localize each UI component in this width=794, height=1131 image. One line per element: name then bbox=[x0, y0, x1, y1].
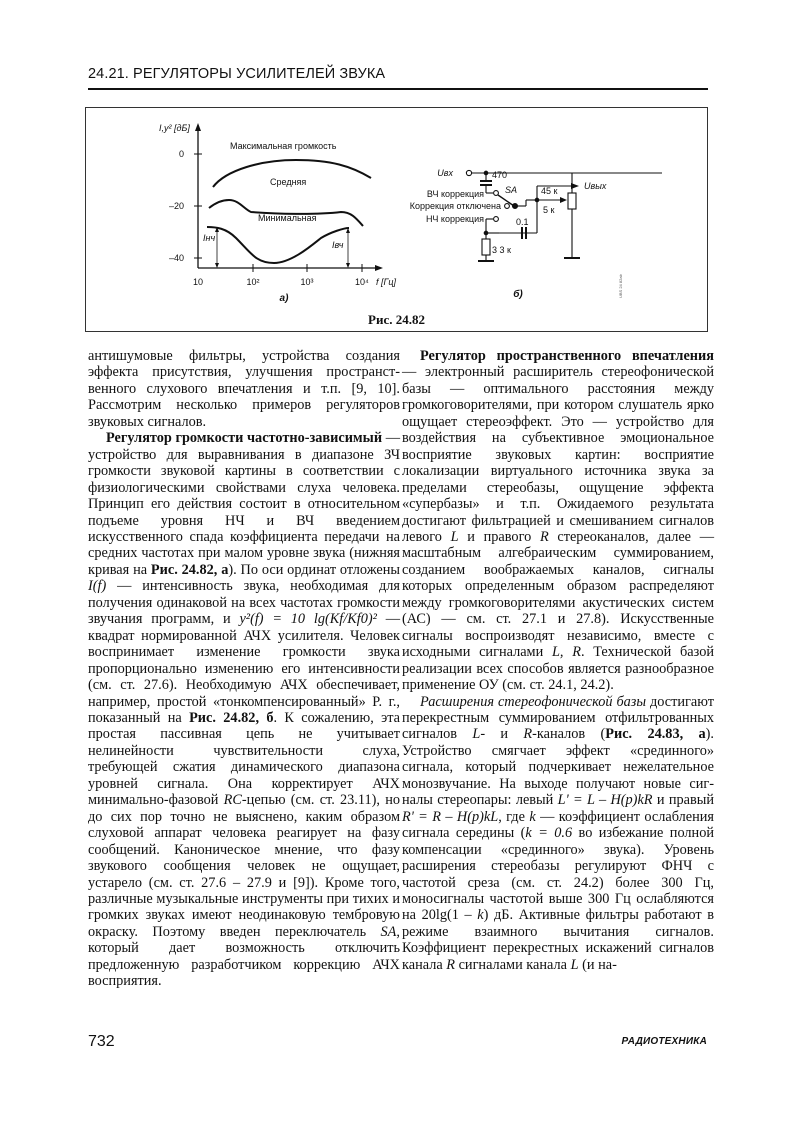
symbol: SA bbox=[380, 923, 397, 940]
x-axis-label: f [Гц] bbox=[376, 277, 397, 287]
figure-ref: Рис. 24.83, а bbox=[605, 726, 706, 743]
term-spatial-control: Регулятор пространственного впечатления bbox=[420, 348, 714, 364]
y-tick-minus20: –20 bbox=[168, 201, 184, 211]
capacitor-01-label: 0.1 bbox=[516, 217, 529, 227]
y-tick-0: 0 bbox=[178, 149, 184, 159]
right-column bbox=[402, 348, 714, 973]
text-span: -каналов ( bbox=[532, 726, 606, 743]
paragraph-loudness-control bbox=[88, 430, 400, 989]
text-span: достигают перекрестным суммированием отфильтрованных сигналов bbox=[402, 693, 714, 743]
symbol: L, R bbox=[551, 644, 581, 661]
resistor-5k-label: 5 к bbox=[543, 205, 555, 215]
text-span: ). Устройство смягчает эффект «срединного» сигнала, который подчеркивает нежелательное монозвучание. На выходе получают новые сигналы стереопары: левый bbox=[402, 726, 715, 809]
text-span: (и на- bbox=[578, 956, 617, 973]
text-span: . К сожалению, эта простая пассивная цепь не учитывает нелинейности чувствительности слуха, требующей сжатия динамического диапазона уровней сигнала. Она корректирует АЧХ минимально-фазовой bbox=[88, 709, 400, 809]
text-span: — интенсивность звука, необходимая для получения одинаковой на всех частотах громкости звучания программ, и bbox=[88, 578, 400, 628]
symbol: I(f) bbox=[88, 578, 107, 595]
symbol: RC bbox=[223, 792, 242, 809]
symbol: k bbox=[529, 808, 536, 825]
capacitor-470-label: 470 bbox=[492, 170, 508, 180]
frequency-response-chart bbox=[159, 123, 397, 304]
page-number: 732 bbox=[88, 1033, 115, 1050]
panel-b-label: б) bbox=[513, 289, 523, 300]
paragraph-intro: антишумовые фильтры, устройства создания эффекта присутствия, улучшения пространственного слухового впечатления и т.п. [9, 10]. Рассмотрим несколько примеров регуляторов звуковых сигналов. bbox=[88, 348, 400, 430]
figure-caption: Рис. 24.82 bbox=[368, 312, 425, 327]
paragraph-spatial-control bbox=[402, 348, 714, 694]
text-span: — квадрат нормированной АЧХ усилителя. Человек воспринимает изменение громкости звука пропорционально изменению его интенсивности (см. ст. 27.6). Необходимую АЧХ обеспечивает, например, простой «тонкомпенсированный» Р. г., показанный на bbox=[88, 611, 400, 726]
symbol: R bbox=[523, 726, 533, 743]
x-tick-100: 10² bbox=[246, 277, 260, 287]
formula: k = 0.6 bbox=[525, 825, 573, 842]
curve-label-min: Минимальная bbox=[258, 213, 317, 223]
text-span: ). По оси ординат отложены bbox=[228, 561, 400, 578]
curve-label-max: Максимальная громкость bbox=[230, 141, 337, 151]
left-column bbox=[88, 348, 400, 990]
curve-label-mid: Средняя bbox=[270, 177, 307, 187]
figure-24-82 bbox=[85, 107, 708, 332]
text-span: — коэффициент ослабления сигнала середины ( bbox=[402, 808, 714, 842]
circuit-labels bbox=[410, 168, 623, 300]
text-span: стереоканалов, далее — масштабным алгебраическим суммированием, созданием воображаемых каналов, сигналы которых определенным образом распределяют между громкоговорителями акустических систем (АС) — см. ст. 27.1 и 27.8). Искусственные сигналы воспроизводят независимо, вместе с исходными сигналами bbox=[402, 528, 715, 661]
input-label: Uвх bbox=[437, 168, 453, 178]
y-axis-label: I,y² [дБ] bbox=[159, 123, 190, 133]
symbol: R bbox=[539, 528, 549, 545]
symbol: L bbox=[570, 956, 579, 973]
text-span: . Технической базой реализации всех способов является разнообразное применение ОУ (см. ст. 24.1, 24.2). bbox=[402, 644, 714, 694]
symbol: L bbox=[472, 726, 481, 743]
text-span: — устройство для выравнивания в диапазоне ЗЧ громкости звуковой картины в соответствии с физиологическими свойствами слуха человека. Принцип его действия состоит в относительном подъеме уровня НЧ и ВЧ введением искусственного спада коэффициента передачи на средних частотах при малом уровне звука (нижняя кривая на bbox=[88, 430, 401, 578]
text-span: , который дает возможность отключить предложенную разработчиком коррекцию АЧХ восприятия. bbox=[88, 923, 400, 990]
text-span: , где bbox=[498, 808, 530, 825]
position-off: Коррекция отключена bbox=[409, 201, 501, 211]
formula: L' = L – H(p)kR bbox=[557, 792, 653, 809]
paragraph-stereo-base bbox=[402, 694, 714, 974]
y-tick-minus40: –40 bbox=[168, 253, 184, 263]
position-hf: ВЧ коррекция bbox=[426, 189, 484, 199]
switch-label: SA bbox=[505, 185, 518, 195]
resistor-33k-label: 3 3 к bbox=[492, 245, 511, 255]
text-span: — электронный расширитель стереофонической базы — оптимального расстояния между громкоговорителями, при котором слушатель ярко ощущает стереоэффект. Это — устройство для воздействия на субъективное эмоциональное восприятие звуковых картин: восприятие локализации виртуального источника звука за пределами стереобазы, ощущение эффекта «супербазы» и т.п. Ожидаемого результата достигают фильтрацией и смешиванием сигналов левого bbox=[402, 364, 714, 545]
annotation-ivch: Iвч bbox=[332, 240, 344, 250]
text-span: -цепью (см. ст. 23.11), но до сих пор точно не выяснено, каким образом слуховой аппарат человека реагирует на фазу сообщений. Каноническое мнение, что фазу звукового сообщения человек не ощущает, устарело (см. ст. 27.6 – 27.9 и [9]). Кроме того, различные музыкальные инструменты при тихих и громких звуках имеют неодинаковую тембровую окраску. Поэтому введен переключатель bbox=[88, 792, 401, 940]
formula: y²(f) = 10 lg(Kf/Kf0)² bbox=[239, 611, 377, 628]
x-tick-10: 10 bbox=[192, 277, 204, 287]
position-lf: НЧ коррекция bbox=[425, 214, 484, 224]
text-span: ) дБ. Активные фильтры работают в режиме взаимного вычитания сигналов. Коэффициент перекрестных искажений сигналов канала bbox=[402, 907, 714, 973]
panel-a-label: а) bbox=[279, 293, 289, 304]
figure-ref: Рис. 24.82, б bbox=[189, 709, 274, 726]
book-title: РАДИОТЕХНИКА bbox=[621, 1036, 707, 1047]
resistor-45k-label: 45 к bbox=[541, 186, 558, 196]
running-head: 24.21. РЕГУЛЯТОРЫ УСИЛИТЕЛЕЙ ЗВУКА bbox=[88, 66, 386, 82]
header-rule bbox=[88, 88, 708, 90]
formula: R' = R – H(p)kL bbox=[402, 808, 499, 825]
annotation-inch: Iнч bbox=[203, 233, 216, 243]
x-tick-10000: 10⁴ bbox=[355, 277, 369, 287]
text-span: - и bbox=[480, 726, 524, 743]
symbol: R bbox=[446, 956, 455, 973]
output-label: Uвых bbox=[584, 181, 607, 191]
text-span: и правый bbox=[652, 792, 714, 809]
symbol: L bbox=[450, 528, 459, 545]
symbol: k bbox=[477, 907, 484, 924]
figure-graphics bbox=[86, 108, 709, 333]
text-span: сигналами канала bbox=[455, 956, 571, 973]
term-stereo-base: Расширения стереофонической базы bbox=[420, 693, 647, 710]
term-loudness-control: Регулятор громкости частотно-зависимый bbox=[106, 430, 383, 447]
text-span: во избежание полной компенсации «срединного» звука). Уровень расширения стереобазы регулируют ФНЧ с частотой среза (см. ст. 24.2) более 300 Гц, моносигналы частотой выше 300 Гц ослабляются на 20lg(1 – bbox=[402, 825, 714, 924]
figure-code: UBS 24 82ab bbox=[618, 274, 623, 298]
text-span: и правого bbox=[458, 528, 540, 545]
x-tick-1000: 10³ bbox=[300, 277, 314, 287]
figure-ref: Рис. 24.82, а bbox=[150, 561, 229, 578]
